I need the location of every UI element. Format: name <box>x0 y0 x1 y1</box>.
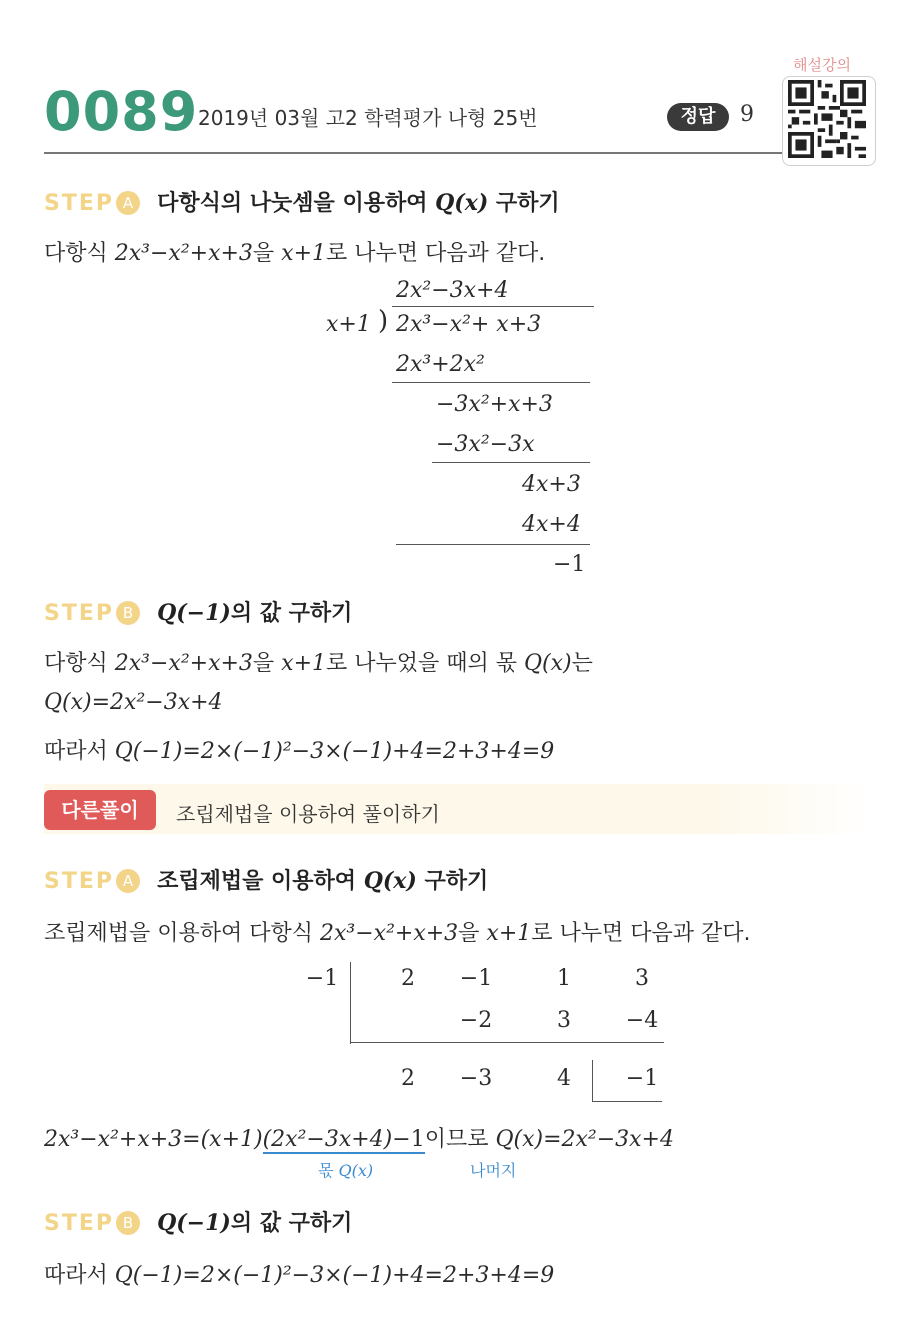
step-label: STEP <box>44 1211 115 1236</box>
answer-badge: 정답 <box>667 103 729 131</box>
division-divisor: x+1 <box>326 312 371 337</box>
step-b-heading <box>44 596 352 627</box>
alt-solution-badge: 다른풀이 <box>44 790 156 830</box>
synthetic-remainder-vertical <box>592 1060 593 1102</box>
step-letter: B <box>116 601 140 625</box>
quotient-label: 몫 Q(x) <box>318 1161 374 1180</box>
synthetic-horizontal-rule <box>350 1042 664 1043</box>
header-divider <box>44 152 782 154</box>
division-row-1: 2x³+2x² <box>396 352 485 377</box>
synthetic-coef-3: 1 <box>557 966 571 991</box>
synthetic-res-4: −1 <box>625 1066 659 1091</box>
synthetic-res-2: −3 <box>459 1066 493 1091</box>
division-bar <box>392 306 594 307</box>
step-title: 다항식의 나눗셈을 이용하여 Q(x) 구하기 <box>157 190 560 216</box>
identity-remainder: −1 <box>392 1127 425 1152</box>
problem-number: 0089 <box>44 80 199 143</box>
step-label: STEP <box>44 601 115 626</box>
division-row-4: 4x+3 <box>522 472 581 497</box>
identity-quotient: (2x²−3x+4) <box>262 1127 393 1152</box>
step-title: Q(−1)의 값 구하기 <box>157 600 353 626</box>
synthetic-coef-1: 2 <box>401 966 415 991</box>
result-line: 따라서 Q(−1)=2×(−1)²−3×(−1)+4=2+3+4=9 <box>44 739 555 764</box>
division-dividend: 2x³−x²+ x+3 <box>396 312 542 337</box>
synthetic-res-3: 4 <box>557 1066 571 1091</box>
alt-intro-line: 조립제법을 이용하여 다항식 2x³−x²+x+3을 x+1로 나누면 다음과 같다. <box>44 921 751 946</box>
quotient-formula: Q(x)=2x²−3x+4 <box>44 690 223 715</box>
synthetic-coef-4: 3 <box>635 966 649 991</box>
alt-solution-title: 조립제법을 이용하여 풀이하기 <box>176 802 440 826</box>
synthetic-remainder-bottom <box>592 1101 662 1102</box>
step-letter: A <box>116 869 140 893</box>
division-rule-3 <box>396 544 590 545</box>
synthetic-vertical-rule <box>350 962 351 1044</box>
alt-solution-banner <box>44 784 874 834</box>
division-rule-2 <box>432 462 590 463</box>
division-quotient: 2x²−3x+4 <box>396 278 509 303</box>
synthetic-coef-2: −1 <box>459 966 493 991</box>
division-row-2: −3x²+x+3 <box>436 392 553 417</box>
qr-code-icon[interactable] <box>788 80 866 158</box>
division-remainder: −1 <box>553 552 586 577</box>
identity-line: 2x³−x²+x+3=(x+1)(2x²−3x+4)−1이므로 Q(x)=2x²−3x+4 <box>44 1127 674 1152</box>
answer-value: 9 <box>740 102 754 127</box>
step-letter: B <box>116 1211 140 1235</box>
division-row-5: 4x+4 <box>522 512 581 537</box>
step-label: STEP <box>44 869 115 894</box>
alt-step-a-heading <box>44 864 488 895</box>
division-rule-1 <box>392 382 590 383</box>
synthetic-mid-3: −4 <box>625 1008 659 1033</box>
synthetic-res-1: 2 <box>401 1066 415 1091</box>
step-title: 조립제법을 이용하여 Q(x) 구하기 <box>157 868 489 894</box>
alt-step-b-heading <box>44 1206 352 1237</box>
problem-source: 2019년 03월 고2 학력평가 나형 25번 <box>198 106 538 130</box>
synthetic-mid-2: 3 <box>557 1008 571 1033</box>
alt-result-line: 따라서 Q(−1)=2×(−1)²−3×(−1)+4=2+3+4=9 <box>44 1263 555 1288</box>
division-bracket: ) <box>378 306 389 336</box>
remainder-label: 나머지 <box>470 1161 517 1180</box>
quotient-line: 다항식 2x³−x²+x+3을 x+1로 나누었을 때의 몫 Q(x)는 <box>44 651 593 676</box>
step-label: STEP <box>44 191 115 216</box>
synthetic-mid-1: −2 <box>459 1008 493 1033</box>
division-row-3: −3x²−3x <box>436 432 535 457</box>
step-a-heading <box>44 186 560 217</box>
step-letter: A <box>116 191 140 215</box>
step-title: Q(−1)의 값 구하기 <box>157 1210 353 1236</box>
synthetic-root: −1 <box>305 966 339 991</box>
qr-caption: 해설강의 <box>793 56 851 74</box>
intro-line: 다항식 2x³−x²+x+3을 x+1로 나누면 다음과 같다. <box>44 241 546 266</box>
